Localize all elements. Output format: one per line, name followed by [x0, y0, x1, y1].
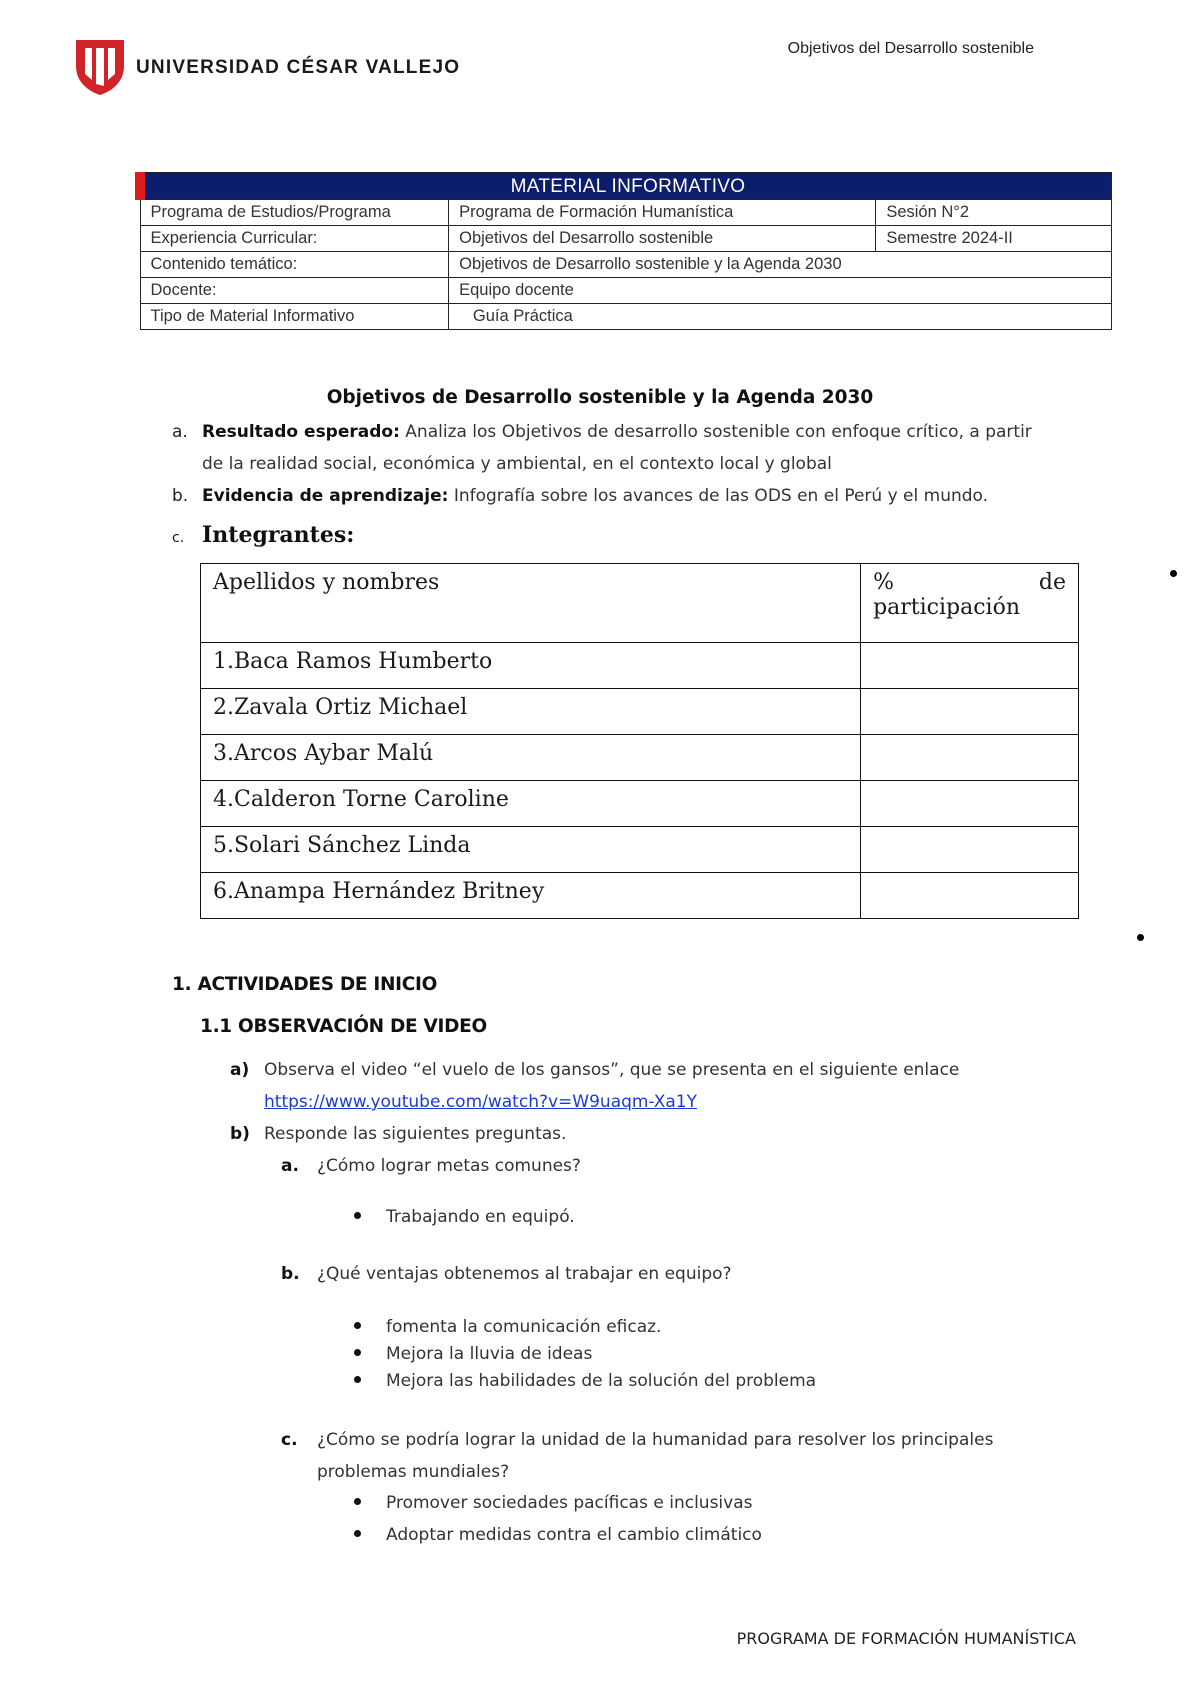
- university-logo: [74, 38, 461, 98]
- column-header-name: Apellidos y nombres: [201, 564, 861, 643]
- stray-dot-icon: [1137, 934, 1144, 941]
- member-name: 1.Baca Ramos Humberto: [201, 643, 861, 689]
- question-text-cont: problemas mundiales?: [317, 1462, 510, 1482]
- member-name: 5.Solari Sánchez Linda: [201, 827, 861, 873]
- page-title: Objetivos de Desarrollo sostenible y la Agenda 2030: [326, 387, 874, 408]
- question-text: ¿Cómo lograr metas comunes?: [317, 1156, 581, 1176]
- activity-item-a: [230, 1054, 959, 1118]
- material-info-table: [135, 172, 1112, 330]
- answer-bullet: fomenta la comunicación eficaz.: [354, 1314, 661, 1341]
- question-text: ¿Qué ventajas obtenemos al trabajar en equipo?: [317, 1264, 732, 1284]
- logo-text: UNIVERSIDAD CÉSAR VALLEJO: [136, 57, 461, 78]
- header-document-title: Objetivos del Desarrollo sostenible: [787, 40, 1034, 57]
- list-marker: c.: [281, 1430, 298, 1450]
- info-label: Programa de Estudios/Programa: [140, 200, 449, 226]
- info-value: Programa de Formación Humanística: [449, 200, 876, 226]
- info-value: Equipo docente: [449, 278, 1112, 304]
- table-row: [201, 781, 1079, 827]
- answer-bullet: Promover sociedades pacíficas e inclusivas: [354, 1490, 752, 1517]
- table-row: [201, 735, 1079, 781]
- question-a: [281, 1150, 581, 1182]
- member-name: 2.Zavala Ortiz Michael: [201, 689, 861, 735]
- participation-cell[interactable]: [861, 873, 1079, 919]
- participation-cell[interactable]: [861, 735, 1079, 781]
- answer-bullet: Trabajando en equipó.: [354, 1204, 575, 1231]
- question-c: [281, 1424, 993, 1488]
- info-label: Docente:: [140, 278, 449, 304]
- answer-bullet: Adoptar medidas contra el cambio climático: [354, 1522, 762, 1549]
- video-link[interactable]: https://www.youtube.com/watch?v=W9uaqm-Xa1Y: [264, 1092, 698, 1112]
- list-marker: b): [230, 1124, 250, 1144]
- members-heading-label: Integrantes:: [202, 522, 355, 548]
- activity-text: Observa el video “el vuelo de los gansos”, que se presenta en el siguiente enlace: [264, 1060, 960, 1080]
- expected-result: [172, 416, 1092, 480]
- learning-evidence-text: Infografía sobre los avances de las ODS en el Perú y el mundo.: [453, 486, 989, 506]
- question-text: ¿Cómo se podría lograr la unidad de la humanidad para resolver los principales: [317, 1430, 994, 1450]
- expected-result-text-cont: de la realidad social, económica y ambiental, en el contexto local y global: [202, 454, 832, 474]
- info-value: Guía Práctica: [449, 304, 1112, 330]
- list-marker: b.: [172, 486, 189, 506]
- section-heading-activities: 1. ACTIVIDADES DE INICIO: [172, 974, 438, 995]
- info-value: Objetivos de Desarrollo sostenible y la Agenda 2030: [449, 252, 1112, 278]
- table-row: [201, 873, 1079, 919]
- footer-program: PROGRAMA DE FORMACIÓN HUMANÍSTICA: [736, 1629, 1076, 1648]
- info-label: Tipo de Material Informativo: [140, 304, 449, 330]
- answer-bullet: Mejora las habilidades de la solución del problema: [354, 1368, 816, 1395]
- info-semester: Semestre 2024-II: [876, 226, 1112, 252]
- pct-word: de: [1038, 570, 1066, 595]
- member-name: 6.Anampa Hernández Britney: [201, 873, 861, 919]
- table-row: [140, 200, 1112, 226]
- pct-label: participación: [873, 595, 1020, 620]
- answer-bullet: Mejora la lluvia de ideas: [354, 1341, 592, 1368]
- list-marker: c.: [172, 530, 185, 546]
- table-row: [140, 278, 1112, 304]
- expected-result-text: Analiza los Objetivos de desarrollo sostenible con enfoque crítico, a partir: [405, 422, 1032, 442]
- column-header-participation: [861, 564, 1079, 643]
- info-value: Objetivos del Desarrollo sostenible: [449, 226, 876, 252]
- table-header-row: [201, 564, 1079, 643]
- table-row: [140, 226, 1112, 252]
- participation-cell[interactable]: [861, 781, 1079, 827]
- material-title: MATERIAL INFORMATIVO: [140, 173, 1112, 200]
- info-label: Contenido temático:: [140, 252, 449, 278]
- member-name: 4.Calderon Torne Caroline: [201, 781, 861, 827]
- table-row: [201, 689, 1079, 735]
- table-row: [201, 643, 1079, 689]
- members-table: [200, 563, 1079, 919]
- table-row: [140, 304, 1112, 330]
- activity-text: Responde las siguientes preguntas.: [264, 1124, 567, 1144]
- activity-item-b: [230, 1118, 566, 1150]
- members-heading: [172, 522, 354, 548]
- question-b: [281, 1258, 732, 1290]
- table-row: [201, 827, 1079, 873]
- participation-cell[interactable]: [861, 689, 1079, 735]
- pct-symbol: %: [873, 570, 894, 595]
- table-row: [140, 252, 1112, 278]
- list-marker: a): [230, 1060, 250, 1080]
- expected-result-label: Resultado esperado:: [202, 422, 400, 442]
- list-marker: a.: [281, 1156, 299, 1176]
- info-session: Sesión N°2: [876, 200, 1112, 226]
- participation-cell[interactable]: [861, 827, 1079, 873]
- stray-dot-icon: [1170, 570, 1177, 577]
- list-marker: a.: [172, 422, 188, 442]
- learning-evidence: [172, 480, 1092, 512]
- ucv-shield-icon: [74, 38, 126, 96]
- participation-cell[interactable]: [861, 643, 1079, 689]
- info-label: Experiencia Curricular:: [140, 226, 449, 252]
- learning-evidence-label: Evidencia de aprendizaje:: [202, 486, 449, 506]
- member-name: 3.Arcos Aybar Malú: [201, 735, 861, 781]
- list-marker: b.: [281, 1264, 300, 1284]
- subsection-heading-video: 1.1 OBSERVACIÓN DE VIDEO: [200, 1016, 487, 1037]
